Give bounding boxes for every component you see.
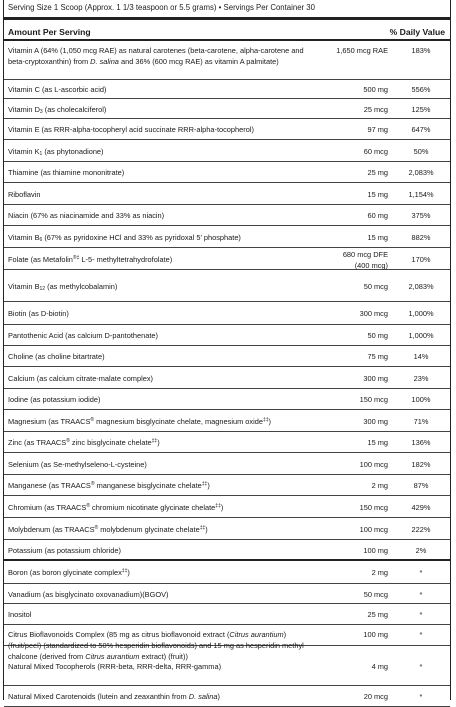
nutrient-row [4, 226, 450, 248]
nutrient-name: Vitamin A (64% (1,050 mcg RAE) as natural carotenes (beta-carotene, alpha-carotene and beta-cryptoxanthin) from D. salina and 36% (600 mcg RAE) as vitamin A palmitate) [8, 46, 304, 66]
nutrient-row [4, 686, 450, 707]
nutrient-row [4, 80, 450, 99]
nutrient-daily-value: * [419, 630, 423, 639]
nutrient-daily-value: 100% [411, 395, 431, 404]
nutrient-amount: 300 mcg [359, 309, 388, 318]
nutrient-name: Zinc (as TRAACS® zinc bisglycinate chelate‡‡) [8, 438, 160, 447]
nutrient-name: Magnesium (as TRAACS® magnesium bisglycinate chelate, magnesium oxide‡‡) [8, 417, 271, 426]
nutrient-name: Natural Mixed Tocopherols (RRR-beta, RRR-delta, RRR-gamma) [8, 662, 222, 671]
nutrient-amount: 60 mcg [363, 147, 388, 156]
nutrient-name: Vitamin $D_3$ (as cholecalciferol) [8, 105, 107, 115]
nutrient-row [4, 302, 450, 325]
nutrient-daily-value: 170% [411, 255, 431, 264]
nutrient-name: Vanadium (as bisglycinato oxovanadium)(BGOV) [8, 590, 169, 599]
nutrient-amount: 50 mg [367, 331, 388, 340]
nutrient-amount: 1,650 mcg RAE [336, 46, 388, 55]
nutrient-amount: 25 mg [367, 168, 388, 177]
nutrient-amount: 100 mg [363, 630, 388, 639]
nutrient-row [4, 140, 450, 162]
nutrient-row [4, 205, 450, 226]
nutrient-row [4, 475, 450, 496]
nutrient-name: Vitamin $B_6$ (67% as pyridoxine HCl and 33% as pyridoxal 5' phosphate) [8, 233, 241, 243]
nutrient-name: Manganese (as TRAACS® manganese bisglycinate chelate‡‡) [8, 481, 210, 490]
nutrient-daily-value: 23% [413, 374, 429, 383]
nutrient-amount: 150 mcg [359, 503, 388, 512]
nutrient-name: Inositol [8, 610, 32, 619]
nutrient-daily-value: 882% [411, 233, 431, 242]
nutrient-name: Chromium (as TRAACS® chromium nicotinate glycinate chelate‡‡) [8, 503, 224, 512]
nutrient-amount: 300 mg [363, 417, 388, 426]
nutrient-row [4, 496, 450, 518]
nutrient-amount: 15 mg [367, 233, 388, 242]
nutrient-amount: 25 mcg [363, 105, 388, 114]
nutrient-amount: 4 mg [371, 662, 388, 671]
nutrient-name: Thiamine (as thiamine mononitrate) [8, 168, 125, 177]
nutrient-amount: 680 mcg DFE (400 mcg) [342, 250, 388, 270]
nutrient-row [4, 410, 450, 432]
daily-value-header: % Daily Value [389, 27, 445, 37]
nutrient-row [4, 561, 450, 584]
nutrient-daily-value: * [419, 610, 423, 619]
nutrient-name: Boron (as boron glycinate complex‡‡) [8, 568, 130, 577]
nutrient-row [4, 625, 450, 661]
nutrient-row [4, 325, 450, 346]
nutrient-row [4, 367, 450, 389]
nutrient-daily-value: 125% [411, 105, 431, 114]
nutrient-daily-value: 1,000% [408, 309, 434, 318]
nutrient-row [4, 540, 450, 561]
nutrient-name: Niacin (67% as niacinamide and 33% as niacin) [8, 211, 165, 220]
nutrient-row [4, 432, 450, 453]
nutrient-amount: 150 mcg [359, 395, 388, 404]
nutrient-name: Calcium (as calcium citrate-malate complex) [8, 374, 153, 383]
nutrient-row [4, 518, 450, 540]
nutrient-amount: 15 mg [367, 190, 388, 199]
nutrient-row [4, 41, 450, 80]
nutrient-daily-value: 647% [411, 125, 431, 134]
nutrient-amount: 2 mg [371, 481, 388, 490]
nutrient-name: Natural Mixed Carotenoids (lutein and zeaxanthin from D. salina) [8, 692, 220, 701]
nutrient-daily-value: 14% [413, 352, 429, 361]
nutrient-daily-value: * [419, 662, 423, 671]
nutrient-name: Pantothenic Acid (as calcium D-pantothenate) [8, 331, 158, 340]
nutrient-daily-value: 556% [411, 85, 431, 94]
nutrient-daily-value: 71% [413, 417, 429, 426]
nutrient-daily-value: 182% [411, 460, 431, 469]
nutrient-amount: 2 mg [371, 568, 388, 577]
nutrient-amount: 100 mg [363, 546, 388, 555]
nutrient-daily-value: * [419, 590, 423, 599]
nutrient-amount: 100 mcg [359, 525, 388, 534]
nutrient-row [4, 99, 450, 119]
supplement-facts-panel [3, 0, 451, 700]
nutrient-row [4, 584, 450, 604]
nutrient-name: Molybdenum (as TRAACS® molybdenum glycinate chelate‡‡) [8, 525, 208, 534]
nutrient-row [4, 453, 450, 475]
nutrient-amount: 500 mg [363, 85, 388, 94]
nutrient-row [4, 162, 450, 183]
nutrient-amount: 97 mg [367, 125, 388, 134]
nutrient-daily-value: 1,000% [408, 331, 434, 340]
nutrient-daily-value: 87% [413, 481, 429, 490]
nutrient-daily-value: 183% [411, 46, 431, 55]
nutrient-name: Potassium (as potassium chloride) [8, 546, 121, 555]
nutrient-amount: 300 mg [363, 374, 388, 383]
nutrient-amount: 20 mcg [363, 692, 388, 701]
nutrient-name: Vitamin C (as L-ascorbic acid) [8, 85, 107, 94]
nutrient-row [4, 389, 450, 410]
nutrient-row [4, 248, 450, 270]
nutrient-daily-value: 2,083% [408, 168, 434, 177]
nutrient-name: Vitamin $B_{12}$ (as methylcobalamin) [8, 282, 118, 292]
nutrient-name: Citrus Bioflavonoids Complex (85 mg as citrus bioflavonoid extract (Citrus aurantium) (fruit/peel) (standardized to 50% hesperidin bioflavonoids) and 15 mg as hesperidin methyl chalcone (derived from Citrus aurantium extract) (fruit)) [8, 630, 304, 661]
nutrient-row [4, 604, 450, 625]
nutrient-name: Folate (as Metafolin®‡ L-5- methyltetrahydrofolate) [8, 255, 173, 264]
nutrient-row [4, 119, 450, 140]
nutrient-amount: 50 mcg [363, 590, 388, 599]
nutrient-name: Choline (as choline bitartrate) [8, 352, 105, 361]
column-header [4, 17, 450, 41]
nutrient-daily-value: 375% [411, 211, 431, 220]
nutrient-row [4, 183, 450, 205]
nutrient-amount: 75 mg [367, 352, 388, 361]
nutrient-name: Riboflavin [8, 190, 41, 199]
nutrient-amount: 25 mg [367, 610, 388, 619]
nutrient-amount: 100 mcg [359, 460, 388, 469]
nutrient-daily-value: 2% [415, 546, 427, 555]
nutrient-daily-value: 136% [411, 438, 431, 447]
amount-per-serving-header: Amount Per Serving [8, 27, 91, 37]
nutrient-row [4, 646, 450, 686]
nutrient-name: Vitamin E (as RRR-alpha-tocopheryl acid succinate RRR-alpha-tocopherol) [8, 125, 254, 134]
nutrient-name: Biotin (as D-biotin) [8, 309, 69, 318]
nutrient-amount: 15 mg [367, 438, 388, 447]
nutrient-name: Iodine (as potassium iodide) [8, 395, 101, 404]
nutrient-daily-value: 1,154% [408, 190, 434, 199]
nutrient-daily-value: 2,083% [408, 282, 434, 291]
nutrient-daily-value: 429% [411, 503, 431, 512]
nutrient-daily-value: 50% [413, 147, 429, 156]
nutrient-amount: 60 mg [367, 211, 388, 220]
nutrient-name: Selenium (as Se-methylseleno-L-cysteine) [8, 460, 147, 469]
nutrient-amount: 50 mcg [363, 282, 388, 291]
nutrient-row [4, 346, 450, 367]
nutrient-daily-value: * [419, 692, 423, 701]
nutrient-daily-value: 222% [411, 525, 431, 534]
nutrient-daily-value: * [419, 568, 423, 577]
nutrient-name: Vitamin $K_1$ (as phytonadione) [8, 147, 104, 157]
serving-size-line: Serving Size 1 Scoop (Approx. 1 1/3 teaspoon or 5.5 grams) • Servings Per Container 30 [8, 3, 315, 12]
nutrient-row [4, 270, 450, 302]
